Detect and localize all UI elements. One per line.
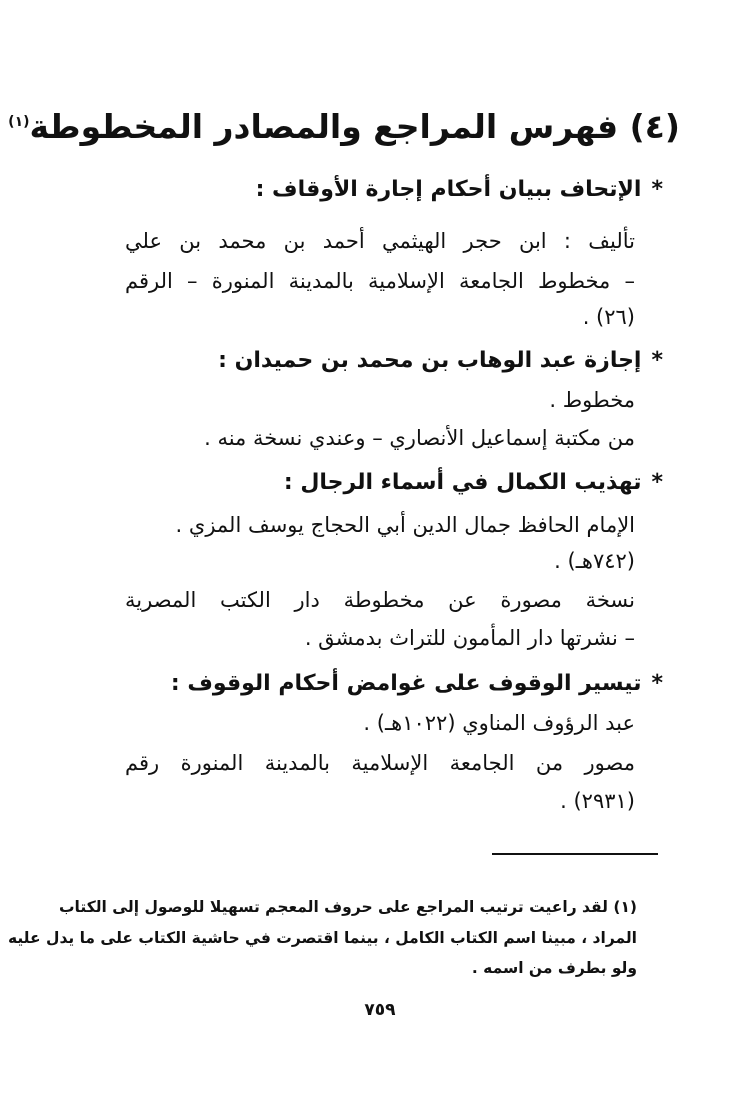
entry-line: من مكتبة إسماعيل الأنصاري – وعندي نسخة منه . <box>204 426 635 450</box>
entry-heading <box>218 341 663 381</box>
page-number: ٧٥٩ <box>364 1000 396 1020</box>
bullet-marker: * <box>651 671 663 696</box>
page-title <box>8 92 680 157</box>
entry-heading-text: إجازة عبد الوهاب بن محمد بن حميدان : <box>218 348 642 373</box>
entry-line: مصور من الجامعة الإسلامية بالمدينة المنورة رقم <box>125 751 635 775</box>
entry-heading <box>256 170 663 210</box>
entry-heading-text: الإتحاف ببيان أحكام إجارة الأوقاف : <box>255 177 642 202</box>
footnote-line: ولو بطرف من اسمه . <box>471 959 637 977</box>
entry-heading-text: تهذيب الكمال في أسماء الرجال : <box>283 470 642 495</box>
title-footnote-marker: (١) <box>8 114 30 130</box>
entry-line: (٢٦) . <box>582 305 635 329</box>
bullet-marker: * <box>651 470 663 495</box>
entry-heading <box>171 664 663 704</box>
bullet-marker: * <box>651 177 663 202</box>
footnote-separator <box>492 853 658 855</box>
title-text: (٤) فهرس المراجع والمصادر المخطوطة <box>29 107 680 146</box>
footnote-line: (١) لقد راعيت ترتيب المراجع على حروف المعجم تسهيلا للوصول إلى الكتاب <box>58 898 637 916</box>
bullet-marker: * <box>651 348 663 373</box>
entry-line: – مخطوط الجامعة الإسلامية بالمدينة المنورة – الرقم <box>125 269 635 293</box>
entry-line: مخطوط . <box>549 388 635 412</box>
entry-line: – نشرتها دار المأمون للتراث بدمشق . <box>304 626 635 650</box>
entry-line: الإمام الحافظ جمال الدين أبي الحجاج يوسف المزي . <box>175 513 635 537</box>
entry-line: تأليف : ابن حجر الهيثمي أحمد بن محمد بن علي <box>125 229 635 253</box>
entry-line: نسخة مصورة عن مخطوطة دار الكتب المصرية <box>125 588 635 612</box>
entry-heading <box>284 463 663 503</box>
footnote-line: المراد ، مبينا اسم الكتاب الكامل ، بينما اقتصرت في حاشية الكتاب على ما يدل عليه <box>7 929 637 947</box>
entry-heading-text: تيسير الوقوف على غوامض أحكام الوقوف : <box>170 671 642 696</box>
entry-line: (٧٤٢هـ) . <box>554 549 635 573</box>
entry-line: عبد الرؤوف المناوي (١٠٢٢هـ) . <box>363 711 635 735</box>
entry-line: (٢٩٣١) . <box>560 789 635 813</box>
